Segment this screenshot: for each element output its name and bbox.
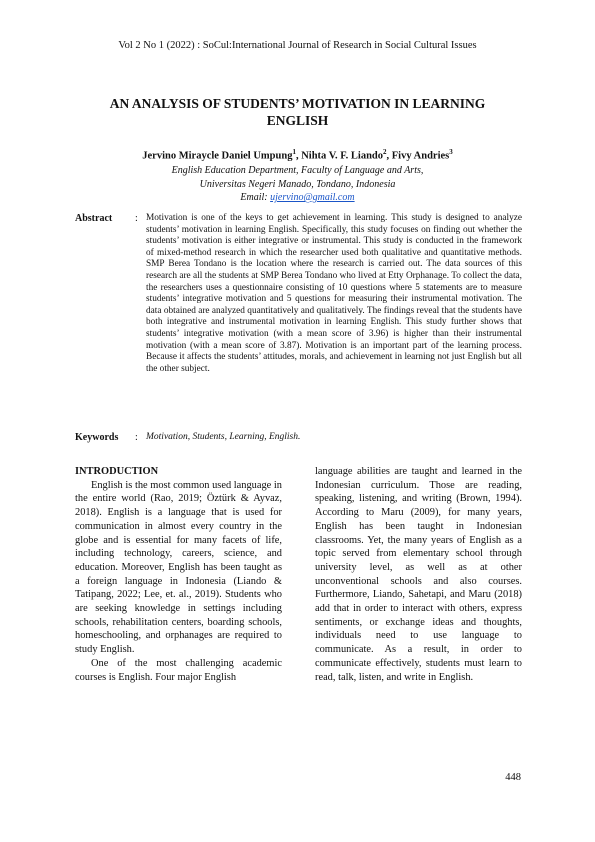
- running-header: Vol 2 No 1 (2022) : SoCul:International Journal of Research in Social Cultural Issues: [118, 40, 477, 51]
- title-line-1: AN ANALYSIS OF STUDENTS’ MOTIVATION IN LEARNING: [109, 96, 486, 111]
- email-line: [60, 191, 535, 205]
- abstract-text: Motivation is one of the keys to get achievement in learning. This study is designed to analyze students’ motivation in learning English. Specifically, this study focuses on finding out whether the students’ motivation is either integrative or instrumental. This study is conducted in the framework of mixed-method research in which the researcher used both qualitative and quantitative methods. SMP Berea Tondano is the location where the research is carried out. The data sources of this research are all the students at SMP Berea Tondano who lived at Etty Orphanage. To collect the data, the researchers uses a questionnaire consisting of 10 questions where 5 statements are to measure students’ integrative motivation and 5 questions for measuring their instrumental motivation. The data obtained are analyzed quantitatively and qualitatively. The findings reveal that the students have both integrative and instrumental motivation in learning English. This study further shows that students’ integrative motivation (with a mean score of 3.96) is higher than their instrumental motivation (with a mean score of 3.87). Motivation is an important part of the learning process. Because it affects the students’ attitudes, morals, and achievement in learning not just English but all the other subject.: [146, 213, 522, 374]
- keywords-colon: :: [135, 432, 138, 443]
- body-column-left: [75, 465, 282, 684]
- paper-title: [70, 95, 525, 129]
- author-list: [40, 148, 555, 162]
- title-line-2: ENGLISH: [266, 113, 329, 128]
- abstract-label: Abstract: [75, 213, 113, 224]
- body-paragraph: One of the most challenging academic courses is English. Four major English: [75, 657, 282, 683]
- section-heading: INTRODUCTION: [75, 466, 159, 477]
- page-number: 448: [505, 772, 521, 783]
- affiliation-line-2: Universitas Negeri Manado, Tondano, Indonesia: [199, 178, 396, 190]
- affiliation-block: [60, 164, 535, 205]
- author-separator: ,: [295, 150, 302, 162]
- keywords-text: Motivation, Students, Learning, English.: [146, 432, 301, 442]
- affiliation-line-1: English Education Department, Faculty of Language and Arts,: [171, 165, 424, 176]
- keywords-label: Keywords: [75, 432, 119, 443]
- abstract-colon: :: [135, 213, 138, 224]
- author-name: Nihta V. F. Liando: [301, 150, 384, 162]
- email-label: Email:: [240, 192, 268, 203]
- author-name: Fivy Andries: [391, 150, 450, 162]
- body-column-right: [315, 465, 522, 684]
- author-affiliation-mark: 3: [449, 148, 453, 156]
- body-paragraph: English is the most common used language in the entire world (Rao, 2019; Öztürk & Ayvaz, 2018). English is a language that is used for communication in almost every country in the globe and is essential for many facets of life, including technology, careers, science, and education. Moreover, English has been taught as a foreign language in Indonesia (Liando & Tatipang, 2022; Lee, et. al., 2019). Students who are seeking knowledge in settings including schools, rehabilitation centers, boarding schools, homeschooling, and orphanages are required to study English.: [75, 479, 282, 656]
- author-affiliation-mark: 2: [383, 148, 387, 156]
- email-link[interactable]: ujervino@gmail.com: [270, 192, 355, 203]
- author-name: Jervino Miraycle Daniel Umpung: [142, 150, 293, 162]
- body-paragraph: language abilities are taught and learned in the Indonesian curriculum. Those are reading, speaking, listening, and writing (Brown, 1994). According to Maru (2009), for many years, English has been taught in Indonesian classrooms. Yet, the many years of English as a topic served from elementary school through university level, as well as at other unconventional schools and also courses. Furthermore, Liando, Sahetapi, and Maru (2018) add that in order to interact with others, express sentiments, or exchange ideas and thoughts, individuals need to use language to communicate. As a result, in order to communicate effectively, students must learn to read, talk, listen, and write in English.: [315, 466, 522, 683]
- author-affiliation-mark: 1: [292, 148, 296, 156]
- author-separator: ,: [386, 150, 392, 162]
